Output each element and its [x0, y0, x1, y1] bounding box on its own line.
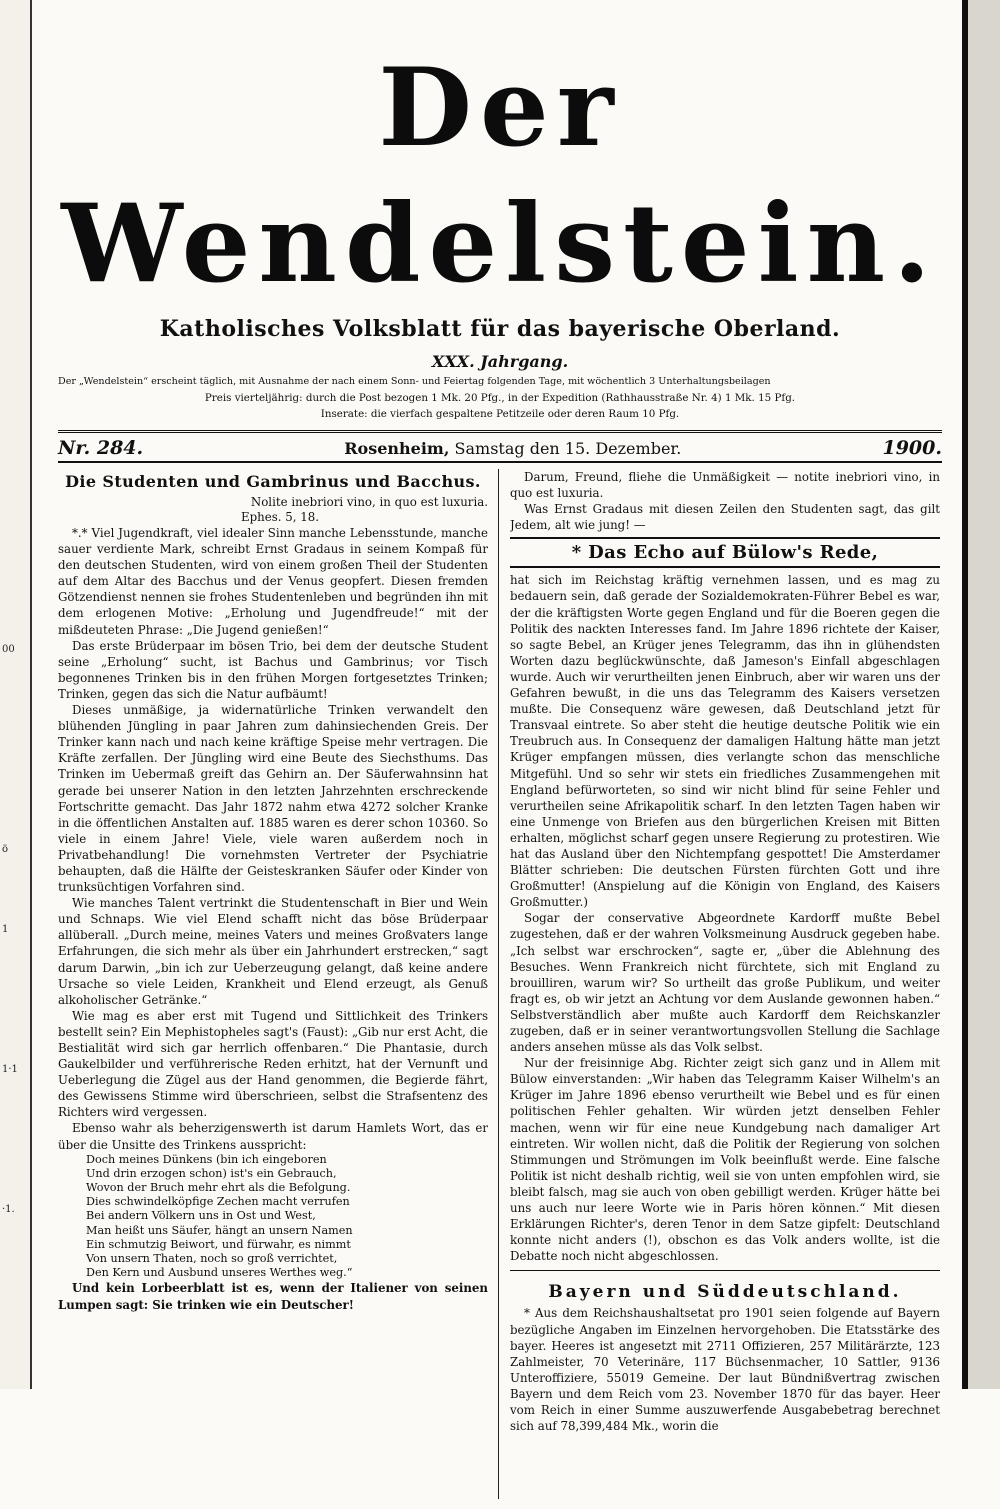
column-divider: [498, 469, 499, 1499]
margin-mark: ö: [2, 844, 9, 855]
issue-date: Samstag den 15. Dezember.: [454, 439, 682, 458]
page-edge-right: [962, 0, 1000, 1389]
verse-line: Von unsern Thaten, noch so groß verrichtet,: [86, 1252, 338, 1266]
article-columns: [58, 469, 942, 1509]
issue-number: Nr. 284.: [58, 437, 144, 459]
verse-line: Dies schwindelköpfige Zechen macht verrufen: [86, 1195, 350, 1209]
article-paragraph: Das erste Brüderpaar im bösen Trio, bei dem der deutsche Student seine „Erholung“ sucht, ist Bachus und Gambrinus; vor Tisch begonnenes Trinken bis in den frühen Morgen fortgesetztes Trinken; Trinken, gegen das sich die Natur aufbäumt!: [58, 638, 488, 701]
right-column: [510, 469, 940, 1434]
margin-marks: [2, 640, 24, 1220]
verse-line: Doch meines Dünkens (bin ich eingeboren: [86, 1152, 327, 1166]
verse-line: Bei andern Völkern uns in Ost und West,: [86, 1209, 316, 1223]
article-paragraph: Dieses unmäßige, ja widernatürliche Trinken verwandelt den blühenden Jüngling in paar Jahren zum dahinsiechenden Greis. Der Trinker kann nach und nach keine kräftige Speise mehr vertragen. Die Kräfte zerfallen. Der Jüngling wird eine Beute des Siechsthums. Das Trinken im Uebermaß greift das Gehirn an. Der Säuferwahnsinn hat gerade bei unserer Nation in den letzten Jahrzehnten erschreckende Fortschritte gemacht. Das Jahr 1872 nahm etwa 4272 solcher Kranke in die öffentlichen Anstalten auf. 1885 waren es derer schon 10360. So viele in einem Jahre! Viele, viele waren außerdem noch in Privatbehandlung! Die vornehmsten Vertreter der Psychiatrie behaupten, daß die Hälfte der Geisteskranken Säufer oder Kinder von trunksüchtigen Vorfahren sind.: [58, 703, 488, 895]
newspaper-subtitle: Katholisches Volksblatt für das bayerische Oberland.: [159, 316, 841, 342]
margin-mark: 1·1: [2, 1064, 18, 1075]
price-notice: Preis vierteljährig: durch die Post bezogen 1 Mk. 20 Pfg., in der Expedition (Rathhausstraße Nr. 4) 1 Mk. 15 Pfg.: [204, 392, 796, 404]
section-rule: [510, 1270, 940, 1271]
left-column: [58, 469, 488, 1313]
epigraph: Nolite inebriori vino, in quo est luxuria.: [250, 495, 488, 509]
article-paragraph: Wie manches Talent vertrinkt die Studentenschaft in Bier und Wein und Schnaps. Wie viel Elend schafft nicht das böse Brüderpaar allüberall. „Durch meine, meines Vaters und meines Großvaters lange Erfahrungen, die sich mehr als über ein Jahrhundert erstrecken,“ sagt darum Darwin, „bin ich zur Ueberzeugung gelangt, daß keine andere Ursache so viele Leiden, Krankheit und Elend erzeugt, als Genuß alkoholischer Getränke.“: [58, 896, 488, 1007]
epigraph-reference: Ephes. 5, 18.: [240, 510, 320, 524]
article-paragraph: Sogar der conservative Abgeordnete Kardorff mußte Bebel zugestehen, daß er der wahren Volksmeinung Ausdruck gegeben habe. „Ich selbst war erschrocken“, sagte er, „über die Ablehnung des Besuches. Wenn Frankreich nicht fürchtete, sich mit England zu brouilliren, warum wir? So urtheilt das große Publikum, und weiter fragt es, ob wir jetzt an Achtung vor dem Auslande gewonnen haben.“ Selbstverständlich aber mußte auch Kardorff dem Reichskanzler zugeben, daß er in seiner verantwortungsvollen Stellung die Sachlage anders ansehen müsse als das Volk selbst.: [510, 911, 940, 1055]
masthead: [58, 40, 942, 422]
hamlet-verse: [58, 1153, 488, 1281]
article-headline-buelow: * Das Echo auf Bülow's Rede,: [510, 537, 940, 568]
verse-line: Und drin erzogen schon) ist's ein Gebrauch,: [86, 1166, 337, 1180]
margin-mark: 00: [2, 644, 15, 655]
publication-notice: Der „Wendelstein“ erscheint täglich, mit Ausnahme der nach einem Sonn- und Feiertag folgenden Tage, mit wöchentlich 3 Unterhaltungsbeilagen: [58, 376, 771, 387]
article-paragraph: *.* Viel Jugendkraft, viel idealer Sinn manche Lebensstunde, manche sauer verdiente Mark, schreibt Ernst Gradaus in seinem Kompaß für den deutschen Studenten, wird von einem großen Theil der Studenten auf dem Altar des Bacchus und der Venus geopfert. Diesen fremden Götzendienst nennen sie frohes Studentenleben und begründen ihn mit dem erlogenen Motive: „Erholung und Jugendfreude!“ mit der mißdeuteten Phrase: „Die Jugend genießen!“: [58, 526, 488, 637]
continuation-paragraph: Darum, Freund, fliehe die Unmäßigkeit — notite inebriori vino, in quo est luxuria.: [510, 470, 940, 501]
article-headline-students: Die Studenten und Gambrinus und Bacchus.: [65, 472, 481, 491]
newspaper-page: [58, 40, 942, 1434]
volume-label: XXX. Jahrgang.: [431, 352, 569, 371]
article-closing: Und kein Lorbeerblatt ist es, wenn der Italiener von seinen Lumpen sagt: Sie trinken wie ein Deutscher!: [58, 1281, 488, 1312]
newspaper-title: Der Wendelstein.: [61, 45, 939, 307]
section-heading-bayern: Bayern und Süddeutschland.: [548, 1282, 902, 1303]
verse-line: Wovon der Bruch mehr ehrt als die Befolgung.: [86, 1181, 351, 1195]
verse-line: Den Kern und Ausbund unseres Werthes weg.“: [86, 1266, 353, 1280]
article-paragraph: hat sich im Reichstag kräftig vernehmen lassen, und es mag zu bedauern sein, daß gerade der Sozialdemokraten-Führer Bebel es war, der die kräftigsten Worte gegen England und für die Boeren gegen die Politik des nackten Interesses fand. Im Jahre 1896 richtete der Kaiser, so sagte Bebel, an Krüger jenes Telegramm, das ihn in glühendsten Worten dazu beglückwünschte, daß Jameson's Einfall abgeschlagen wurde. Auch wir verurtheilten jenen Einbruch, aber wir waren uns der Gefahren bewußt, in die uns das Telegramm des Kaisers versetzen mußte. Die Consequenz wäre gewesen, daß Deutschland jetzt für Transvaal eintrete. So aber steht die heutige deutsche Politik wie ein Treubruch aus. In Consequenz der damaligen Haltung hätte man jetzt Krüger empfangen müssen, dies verlangte schon das menschliche Mitgefühl. Und so sehr wir stets ein friedliches Zusammengehen mit England befürworteten, so sind wir nicht blind für seine Fehler und verurtheilen seine Afrikapolitik scharf. In den letzten Tagen haben wir eine Unmenge von Briefen aus den bürgerlichen Kreisen mit Bitten erhalten, möglichst scharf gegen unsere Regierung zu protestiren. Wie hat das Ausland über den Nichtempfang gespottet! Die Amsterdamer Blätter schrieben: Die deutschen Fürsten fürchten Gott und ihre Großmutter! (Anspielung auf die Königin von England, des Kaisers Großmutter.): [510, 573, 940, 910]
article-paragraph: Nur der freisinnige Abg. Richter zeigt sich ganz und in Allem mit Bülow einverstanden: „Wir haben das Telegramm Kaiser Wilhelm's an Krüger im Jahre 1896 ebenso verurtheilt wie Bebel und es für einen politischen Fehler gehalten. Wir würden jetzt denselben Fehler machen, wenn wir für eine neue Kundgebung nach damaliger Art eintreten. Wir wollen nicht, daß die Politik der Regierung von solchen Stimmungen und Strömungen im Volk beeinflußt werde. Eine falsche Politik ist nicht deshalb richtig, weil sie von unten empfohlen wird, sie bleibt falsch, mag sie auch von oben gebilligt werden. Krüger hätte bei uns auch nur leere Worte wie in Paris hören können.“ Mit diesen Erklärungen Richter's, deren Tenor in dem Satze gipfelt: Deutschland konnte nicht anders (!), obschon es das Volk anders wollte, ist die Debatte noch nicht abgeschlossen.: [510, 1056, 940, 1264]
dateline: [58, 430, 942, 463]
verse-line: Ein schmutzig Beiwort, und fürwahr, es nimmt: [86, 1237, 351, 1251]
advertising-notice: Inserate: die vierfach gespaltene Petitzeile oder deren Raum 10 Pfg.: [320, 408, 680, 420]
article-paragraph: Wie mag es aber erst mit Tugend und Sittlichkeit des Trinkers bestellt sein? Ein Mephistopheles sagt's (Faust): „Gib nur erst Acht, die Bestialität wird sich gar herrlich offenbaren.“ Die Phantasie, durch Gaukelbilder und verführerische Reden erhitzt, hat der Vernunft und Ueberlegung die Zügel aus der Hand genommen, die Begierde fährt, des Gewissens Stimme wird überschrieen, selbst die Strafsentenz des Richters wird vergessen.: [58, 1008, 488, 1120]
issue-year: 1900.: [882, 437, 942, 459]
verse-line: Man heißt uns Säufer, hängt an unsern Namen: [86, 1223, 353, 1237]
margin-mark: ·1.: [2, 1204, 15, 1215]
margin-mark: 1: [2, 924, 9, 935]
section-paragraph: * Aus dem Reichshaushaltsetat pro 1901 seien folgende auf Bayern bezügliche Angaben im Einzelnen hervorgehoben. Die Etatsstärke des bayer. Heeres ist angesetzt mit 2711 Offizieren, 257 Militärärzte, 123 Zahlmeister, 70 Veterinäre, 117 Büchsenmacher, 10 Sattler, 9136 Unteroffiziere, 55019 Gemeine. Der laut Bündnißvertrag zwischen Bayern und dem Reich vom 23. November 1870 für das bayer. Heer vom Reich in einer Summe auszuwerfende Ausgabebetrag berechnet sich auf 78,399,484 Mk., worin die: [510, 1306, 940, 1434]
issue-place-date: [344, 439, 681, 458]
issue-place: Rosenheim,: [344, 439, 450, 458]
continuation-paragraph: Was Ernst Gradaus mit diesen Zeilen den Studenten sagt, das gilt Jedem, alt wie jung! —: [510, 502, 940, 533]
article-paragraph: Ebenso wahr als beherzigenswerth ist darum Hamlets Wort, das er über die Unsitte des Trinkens ausspricht:: [58, 1121, 488, 1152]
